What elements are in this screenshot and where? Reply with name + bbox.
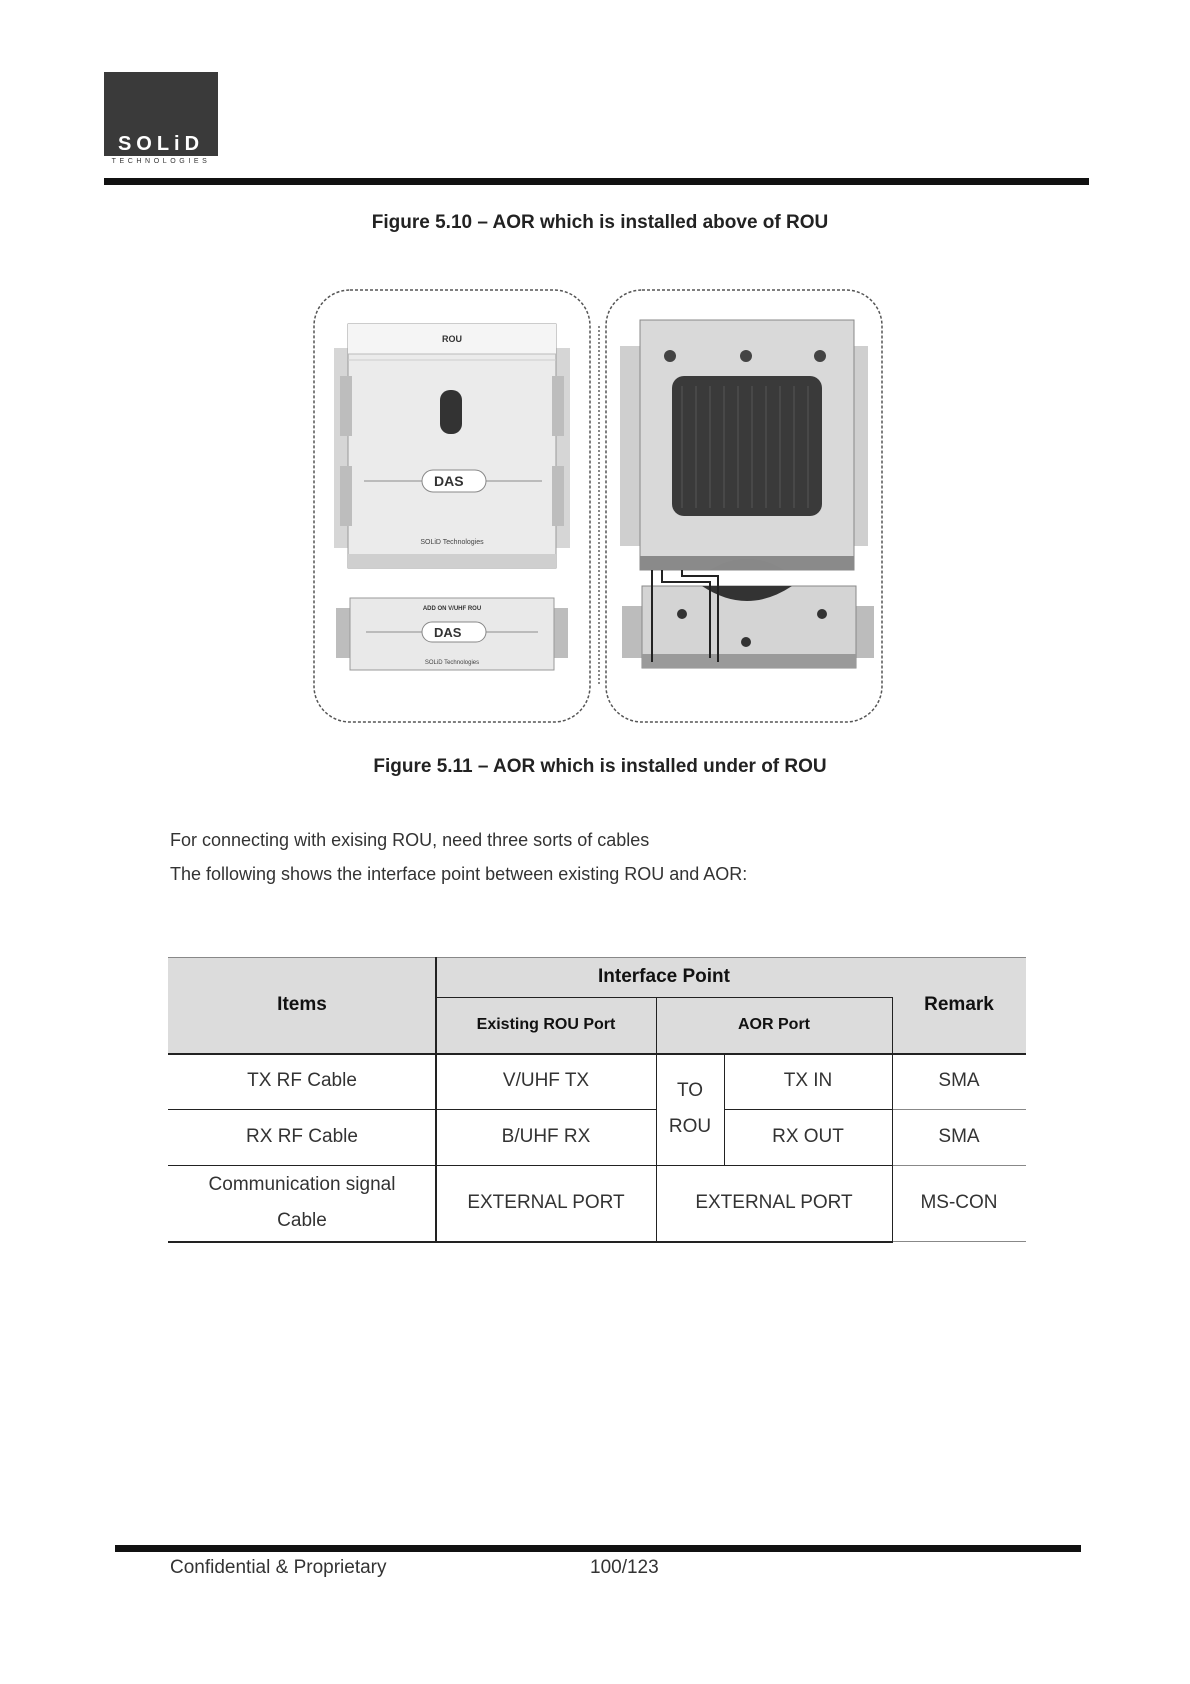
grid-r2-remark xyxy=(892,1165,1026,1166)
grid-v-remark xyxy=(892,997,893,1243)
aor-front-unit xyxy=(336,598,568,670)
row3-item-line2: Cable xyxy=(277,1210,327,1231)
das-label-bottom: DAS xyxy=(434,625,462,640)
logo-square xyxy=(104,72,218,132)
row2-existing: B/UHF RX xyxy=(501,1126,591,1147)
brand-label-bottom: SOLiD Technologies xyxy=(424,660,480,666)
header-interface-point: Interface Point xyxy=(598,966,730,987)
rou-back-unit xyxy=(620,320,868,570)
row1-existing: V/UHF TX xyxy=(502,1070,590,1091)
grid-v-existing xyxy=(656,997,657,1243)
row3-aor: EXTERNAL PORT xyxy=(695,1192,853,1213)
brand-label-top: SOLiD Technologies xyxy=(420,539,484,546)
grid-v-items xyxy=(435,957,437,1243)
grid-bottom xyxy=(168,1241,892,1243)
figure-caption-5-10: Figure 5.10 – AOR which is installed above of ROU xyxy=(371,212,829,233)
to-rou-line2: ROU xyxy=(668,1116,712,1137)
row2-item: RX RF Cable xyxy=(246,1126,358,1147)
grid-r1-left xyxy=(168,1109,436,1110)
company-logo xyxy=(104,72,218,168)
logo-wordmark: SOLiD xyxy=(104,132,218,156)
header-items: Items xyxy=(277,994,327,1015)
row3-item xyxy=(168,1165,436,1241)
grid-r2 xyxy=(168,1165,892,1166)
header-divider xyxy=(104,178,1089,185)
grid-header-bottom xyxy=(168,1053,1026,1055)
footer-page-number: 100/123 xyxy=(590,1557,659,1578)
header-aor-port: AOR Port xyxy=(738,1016,810,1033)
footer-confidential: Confidential & Proprietary xyxy=(170,1557,387,1578)
paragraph-interface: The following shows the interface point between existing ROU and AOR: xyxy=(170,864,748,884)
aor-installation-figure xyxy=(310,286,886,726)
row1-aor: TX IN xyxy=(783,1070,833,1091)
logo-subtitle: TECHNOLOGIES xyxy=(111,158,211,165)
to-rou-cell xyxy=(656,1053,724,1165)
aor-label: ADD ON V/UHF ROU xyxy=(422,606,482,612)
grid-interface-sub xyxy=(436,997,892,998)
footer-divider xyxy=(115,1545,1081,1552)
grid-r1-mid xyxy=(436,1109,656,1110)
row2-remark: SMA xyxy=(938,1126,980,1147)
header-existing-rou-port: Existing ROU Port xyxy=(476,1016,616,1033)
das-label-top: DAS xyxy=(434,473,464,489)
paragraph-cables: For connecting with exising ROU, need three sorts of cables xyxy=(170,830,650,850)
to-rou-line1: TO xyxy=(676,1080,704,1101)
grid-bottom-remark xyxy=(892,1241,1026,1242)
grid-r1-remark xyxy=(892,1109,1026,1110)
aor-back-unit xyxy=(622,586,874,668)
interface-point-table xyxy=(168,957,1026,1241)
grid-v-toro xyxy=(724,1053,725,1165)
header-remark: Remark xyxy=(924,994,994,1015)
row3-item-line1: Communication signal xyxy=(208,1174,396,1195)
row3-existing: EXTERNAL PORT xyxy=(467,1192,625,1213)
row1-remark: SMA xyxy=(938,1070,980,1091)
row3-remark: MS-CON xyxy=(920,1192,998,1213)
row1-item: TX RF Cable xyxy=(247,1070,357,1091)
figure-caption-5-11: Figure 5.11 – AOR which is installed under of ROU xyxy=(373,756,827,777)
row2-aor: RX OUT xyxy=(772,1126,844,1147)
grid-r1-aor xyxy=(724,1109,892,1110)
rou-label: ROU xyxy=(442,334,462,344)
grid-top xyxy=(168,957,1026,958)
rou-front-unit xyxy=(334,324,570,568)
